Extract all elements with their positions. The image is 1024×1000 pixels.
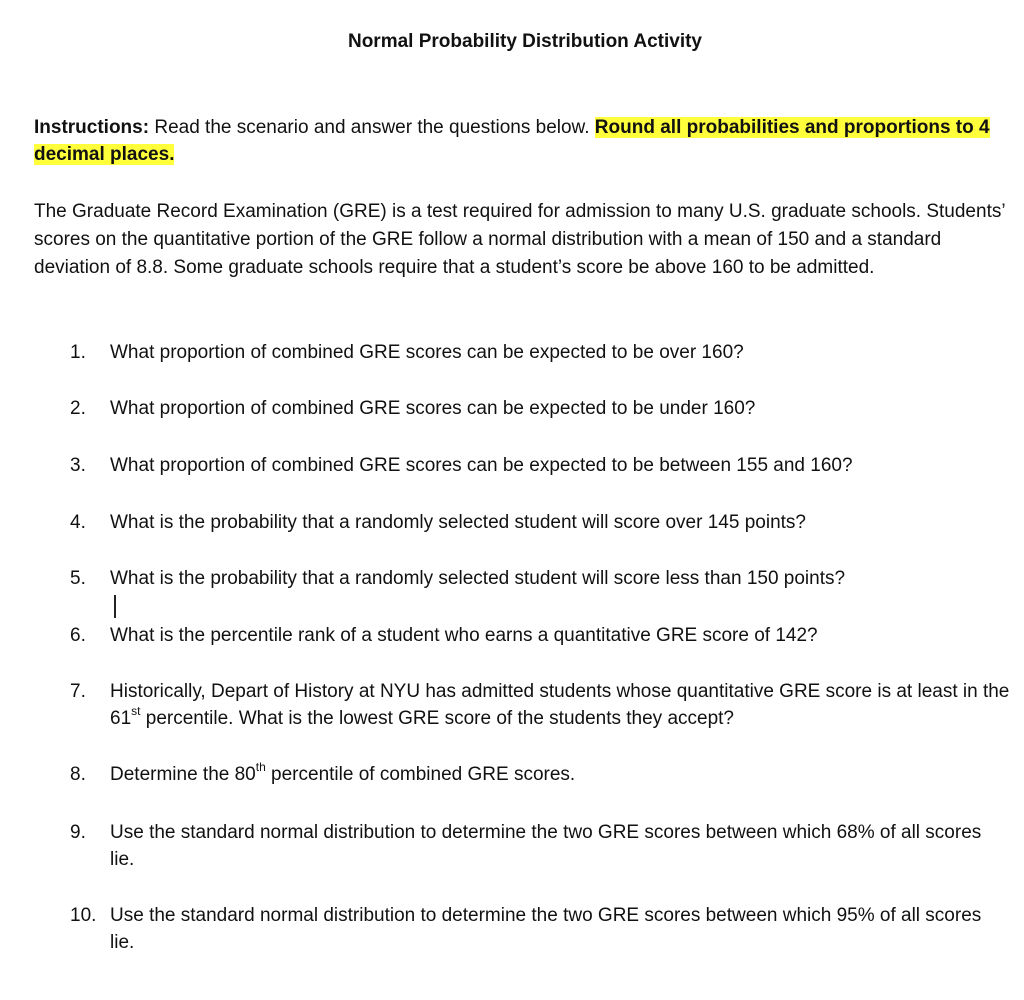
- question-text-part: Historically, Depart of History at NYU has admitted students whose quantitative GRE score is at least in the 61: [110, 681, 1010, 729]
- question-number: 8.: [70, 764, 86, 785]
- instructions-text: Read the scenario and answer the questions below.: [149, 117, 595, 138]
- scenario-paragraph: The Graduate Record Examination (GRE) is a test required for admission to many U.S. graduate schools. Students’ scores on the quantitative portion of the GRE follow a normal distribution with a mean of 150 and a standard deviation of 8.8. Some graduate schools require that a student’s score be above 160 to be admitted.: [34, 201, 1005, 278]
- question-5: [70, 565, 1010, 592]
- text-cursor: [114, 595, 116, 618]
- instructions-label: Instructions:: [34, 117, 150, 138]
- question-8: [70, 761, 1010, 788]
- question-text: What proportion of combined GRE scores can be expected to be over 160?: [110, 342, 744, 363]
- question-6: [70, 622, 1010, 649]
- question-3: [70, 452, 1010, 479]
- question-number: 2.: [70, 398, 86, 419]
- question-2: [70, 395, 1010, 422]
- question-10: [70, 902, 1010, 956]
- question-text-part: percentile of combined GRE scores.: [265, 764, 576, 785]
- question-9: [70, 819, 1010, 873]
- question-text: Use the standard normal distribution to determine the two GRE scores between which 95% of all scores lie.: [110, 905, 982, 953]
- question-text: What proportion of combined GRE scores can be expected to be under 160?: [110, 398, 756, 419]
- question-text: [110, 761, 1010, 788]
- question-text: What is the probability that a randomly selected student will score over 145 points?: [110, 512, 806, 533]
- question-1: [70, 339, 1010, 366]
- page-title: Normal Probability Distribution Activity: [347, 31, 702, 52]
- question-number: 4.: [70, 512, 86, 533]
- question-4: [70, 509, 1010, 536]
- question-7: [70, 678, 1010, 732]
- question-text: [110, 678, 1010, 732]
- ordinal-suffix: st: [131, 703, 141, 718]
- question-text: What proportion of combined GRE scores can be expected to be between 155 and 160?: [110, 455, 853, 476]
- question-number: 1.: [70, 342, 86, 363]
- question-number: 3.: [70, 455, 86, 476]
- instructions-paragraph: [34, 114, 994, 168]
- question-text: What is the percentile rank of a student who earns a quantitative GRE score of 142?: [110, 625, 818, 646]
- question-text-part: percentile. What is the lowest GRE score of the students they accept?: [140, 708, 735, 729]
- question-number: 9.: [70, 822, 86, 843]
- ordinal-suffix: th: [255, 759, 266, 774]
- question-text: Use the standard normal distribution to determine the two GRE scores between which 68% of all scores lie.: [110, 822, 982, 870]
- question-number: 5.: [70, 568, 86, 589]
- question-number: 6.: [70, 625, 86, 646]
- question-number: 7.: [70, 681, 86, 702]
- question-text: What is the probability that a randomly selected student will score less than 150 points?: [110, 568, 846, 589]
- question-text-part: Determine the 80: [110, 764, 256, 785]
- question-number: 10.: [70, 905, 97, 926]
- instructions-highlight: Round all probabilities and proportions to 4 decimal places.: [34, 117, 990, 165]
